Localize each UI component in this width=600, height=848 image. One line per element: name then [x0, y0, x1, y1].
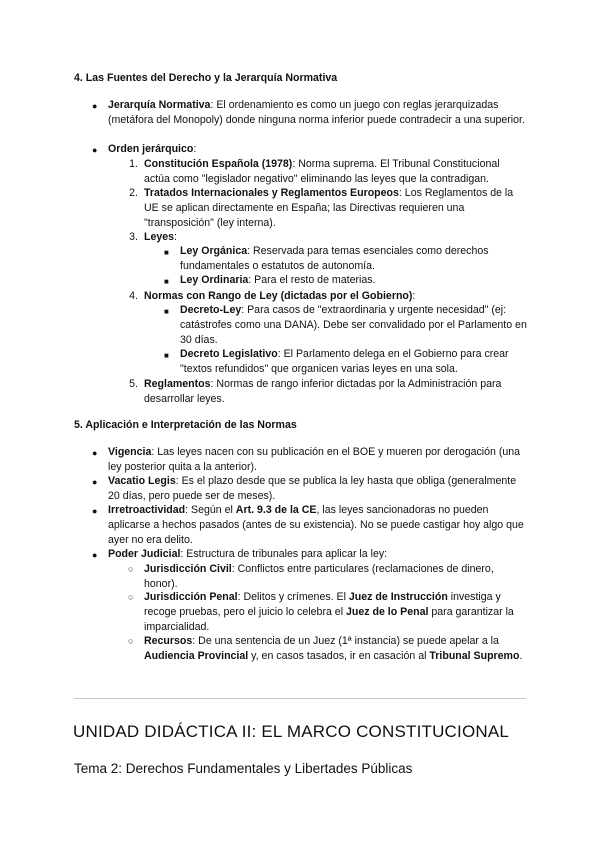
square-bullet-icon: ■ — [164, 248, 169, 257]
vacatio-label: Vacatio Legis — [108, 475, 176, 487]
orden-label: Orden jerárquico — [108, 143, 194, 155]
vigencia-text: : Las leyes nacen con su publicación en el BOE y mueren por derogación (una ley posterior quita a la anterior). — [108, 446, 521, 473]
recursos-text-2: y, en casos tasados, ir en casación al — [248, 650, 430, 662]
ce-label: Constitución Española (1978) — [144, 158, 293, 170]
item-rango-ley — [144, 289, 528, 304]
item-orden — [108, 142, 528, 157]
vigencia-label: Vigencia — [108, 446, 152, 458]
item-vigencia — [108, 445, 528, 475]
penal-text-2: investiga y recoge pruebas, pero el juicio lo celebra el — [144, 591, 501, 618]
vacatio-text: : Es el plazo desde que se publica la ley hasta que obliga (generalmente 20 días, pero puede ser de meses). — [108, 475, 517, 502]
bullet-icon: ● — [92, 448, 98, 458]
irretro-text-1: : Según el — [185, 504, 236, 516]
rango-colon: : — [412, 290, 416, 302]
square-bullet-icon: ■ — [164, 277, 169, 286]
leyes-label: Leyes — [144, 231, 175, 243]
list-number: 4. — [129, 290, 138, 302]
penal-juez-instruccion: Juez de Instrucción — [348, 591, 448, 603]
square-bullet-icon: ■ — [164, 351, 169, 360]
ordinaria-label: Ley Ordinaria — [180, 274, 249, 286]
organica-label: Ley Orgánica — [180, 245, 248, 257]
item-ley-organica — [180, 244, 528, 274]
item-ley-ordinaria — [180, 273, 528, 288]
reglamentos-label: Reglamentos — [144, 378, 211, 390]
item-decreto-legislativo — [180, 347, 528, 377]
bullet-icon: ● — [92, 550, 98, 560]
jerarquia-text: : El ordenamiento es como un juego con reglas jerarquizadas (metáfora del Monopoly) donde ninguna norma inferior puede contradecir a una superior. — [108, 99, 525, 126]
decretoley-text: : Para casos de "extraordinaria y urgente necesidad" (ej: catástrofes como una DANA). Debe ser convalidado por el Parlamento en 30 días. — [180, 304, 527, 346]
leyes-colon: : — [174, 231, 177, 243]
list-number: 5. — [129, 378, 138, 390]
item-jurisdiccion-penal — [144, 590, 528, 635]
penal-label: Jurisdicción Penal — [144, 591, 238, 603]
section-5-heading: 5. Aplicación e Interpretación de las Normas — [74, 419, 297, 431]
irretro-text-2: , las leyes sancionadoras no pueden aplicarse a hechos pasados (antes de su existencia). No se puede castigar hoy algo que ayer no era delito. — [108, 504, 524, 546]
horizontal-divider — [74, 698, 526, 699]
ce-text: : Norma suprema. El Tribunal Constitucional actúa como "legislador negativo" eliminando las leyes que la contradigan. — [144, 158, 500, 185]
bullet-icon: ● — [92, 101, 98, 111]
item-poder-judicial — [108, 547, 528, 562]
tratados-label: Tratados Internacionales y Reglamentos Europeos — [144, 187, 399, 199]
penal-text-3: para garantizar la imparcialidad. — [144, 606, 514, 633]
circle-bullet-icon: ○ — [128, 636, 134, 646]
item-tratados — [144, 186, 528, 231]
poder-text: : Estructura de tribunales para aplicar la ley: — [180, 548, 388, 560]
tratados-text: : Los Reglamentos de la UE se aplican directamente en España; las Directivas requieren una "transposición" (ley interna). — [144, 187, 514, 229]
list-number: 1. — [129, 158, 138, 170]
circle-bullet-icon: ○ — [128, 564, 134, 574]
recursos-label: Recursos — [144, 635, 193, 647]
decretoleg-text: : El Parlamento delega en el Gobierno para crear "textos refundidos" que organicen varias leyes en una sola. — [180, 348, 509, 375]
item-jerarquia — [108, 98, 528, 128]
irretro-label: Irretroactividad — [108, 504, 186, 516]
item-irretroactividad — [108, 503, 528, 548]
recursos-text-1: : De una sentencia de un Juez (1ª instancia) se puede apelar a la — [192, 635, 499, 647]
reglamentos-text: : Normas de rango inferior dictadas por la Administración para desarrollar leyes. — [144, 378, 502, 405]
bullet-icon: ● — [92, 145, 98, 155]
item-recursos — [144, 634, 528, 664]
decretoley-label: Decreto-Ley — [180, 304, 242, 316]
ordinaria-text: : Para el resto de materias. — [248, 274, 376, 286]
bullet-icon: ● — [92, 506, 98, 516]
irretro-article: Art. 9.3 de la CE — [235, 504, 317, 516]
recursos-audiencia: Audiencia Provincial — [144, 650, 249, 662]
rango-label: Normas con Rango de Ley (dictadas por el Gobierno) — [144, 290, 413, 302]
civil-text: : Conflictos entre particulares (reclamaciones de dinero, honor). — [144, 563, 494, 590]
list-number: 3. — [129, 231, 138, 243]
recursos-tribunal-supremo: Tribunal Supremo — [429, 650, 520, 662]
decretoleg-label: Decreto Legislativo — [180, 348, 278, 360]
circle-bullet-icon: ○ — [128, 592, 134, 602]
orden-colon: : — [193, 143, 197, 155]
list-number: 2. — [129, 187, 138, 199]
item-reglamentos — [144, 377, 528, 407]
poder-label: Poder Judicial — [108, 548, 181, 560]
penal-text-1: : Delitos y crímenes. El — [237, 591, 349, 603]
unit-title: UNIDAD DIDÁCTICA II: EL MARCO CONSTITUCIONAL — [73, 722, 510, 741]
section-4-heading: 4. Las Fuentes del Derecho y la Jerarquía Normativa — [74, 72, 338, 84]
recursos-text-3: . — [519, 650, 523, 662]
square-bullet-icon: ■ — [164, 307, 169, 316]
item-decreto-ley — [180, 303, 528, 348]
bullet-icon: ● — [92, 477, 98, 487]
item-constitucion — [144, 157, 528, 187]
item-vacatio — [108, 474, 528, 504]
tema-title: Tema 2: Derechos Fundamentales y Libertades Públicas — [74, 761, 413, 776]
jerarquia-label: Jerarquía Normativa — [108, 99, 211, 111]
item-leyes — [144, 230, 528, 245]
item-jurisdiccion-civil — [144, 562, 528, 592]
penal-juez-penal: Juez de lo Penal — [346, 606, 429, 618]
organica-text: : Reservada para temas esenciales como derechos fundamentales o estatutos de autonomía. — [180, 245, 489, 272]
civil-label: Jurisdicción Civil — [144, 563, 232, 575]
